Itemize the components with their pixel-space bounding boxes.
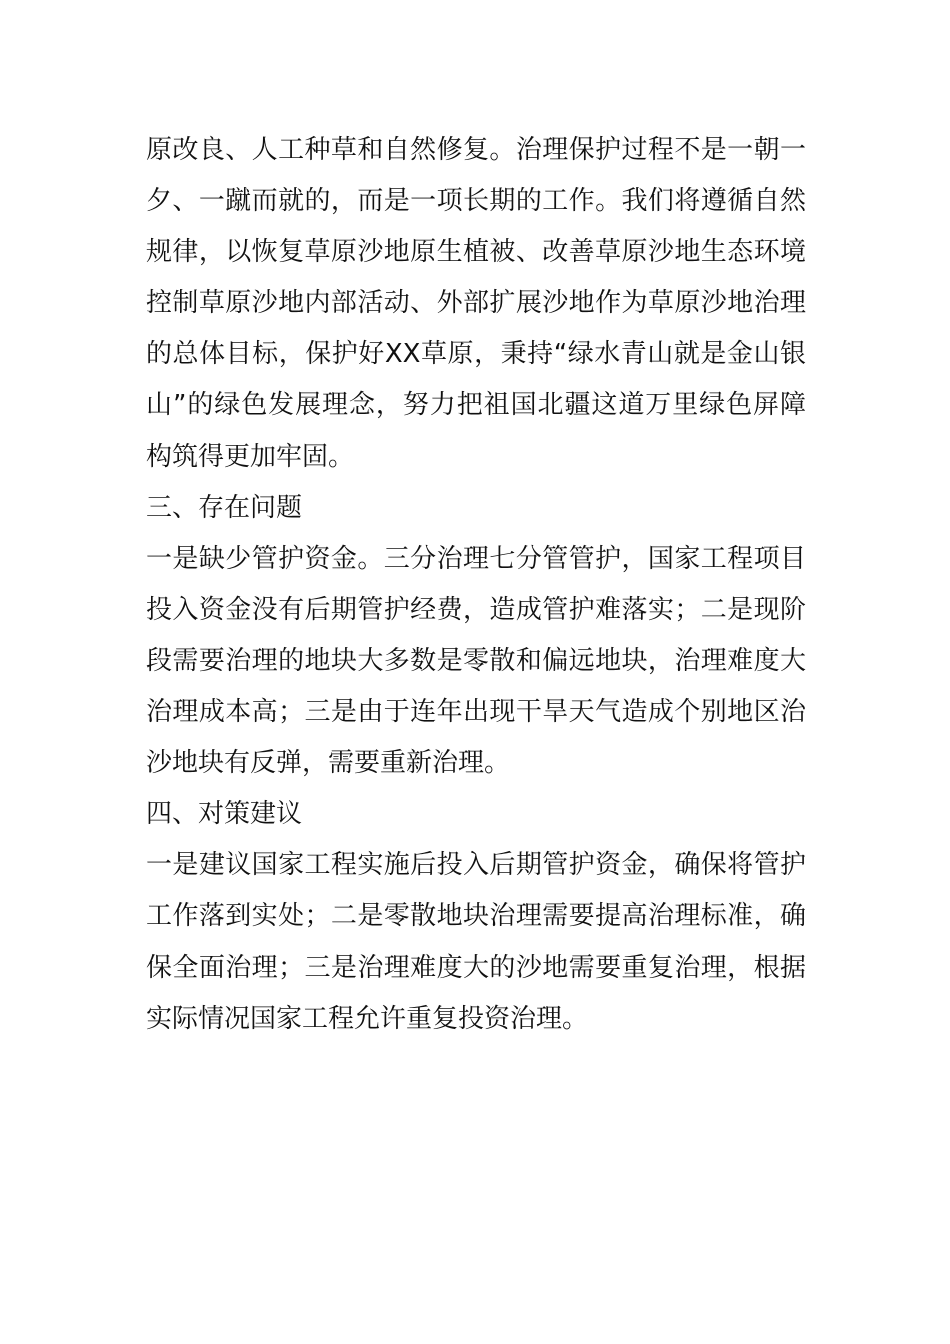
text-line: 山”的绿色发展理念，努力把祖国北疆这道万里绿色屏障	[146, 390, 806, 421]
section-heading-problems: 三、存在问题	[146, 492, 303, 523]
text-line: 规律，以恢复草原沙地原生植被、改善草原沙地生态环境	[146, 237, 806, 268]
text-line: 工作落到实处；二是零散地块治理需要提高治理标准，确	[146, 901, 806, 932]
text-line: 原改良、人工种草和自然修复。治理保护过程不是一朝一	[146, 135, 806, 165]
text-line: 一是缺少管护资金。三分治理七分管管护，国家工程项目	[146, 543, 806, 574]
text-line: 一是建议国家工程实施后投入后期管护资金，确保将管护	[146, 850, 806, 881]
section-heading-suggestions: 四、对策建议	[146, 799, 303, 830]
text-line: 构筑得更加牢固。	[146, 441, 355, 472]
text-line: 段需要治理的地块大多数是零散和偏远地块，治理难度大	[146, 645, 806, 676]
text-line: 治理成本高；三是由于连年出现干旱天气造成个别地区治	[146, 697, 806, 728]
text-line: 夕、一蹴而就的，而是一项长期的工作。我们将遵循自然	[146, 186, 806, 217]
paragraph-ecological-goal	[146, 125, 806, 483]
text-line: 沙地块有反弹，需要重新治理。	[146, 748, 511, 779]
text-line: 的总体目标，保护好XX草原，秉持“绿水青山就是金山银	[146, 339, 806, 370]
text-line: 保全面治理；三是治理难度大的沙地需要重复治理，根据	[146, 952, 806, 983]
paragraph-suggestions	[146, 840, 806, 1044]
text-line: 实际情况国家工程允许重复投资治理。	[146, 1003, 589, 1034]
document-body	[146, 125, 806, 1045]
paragraph-problems	[146, 534, 806, 789]
text-line: 投入资金没有后期管护经费，造成管护难落实；二是现阶	[146, 594, 806, 625]
text-line: 控制草原沙地内部活动、外部扩展沙地作为草原沙地治理	[146, 288, 806, 319]
